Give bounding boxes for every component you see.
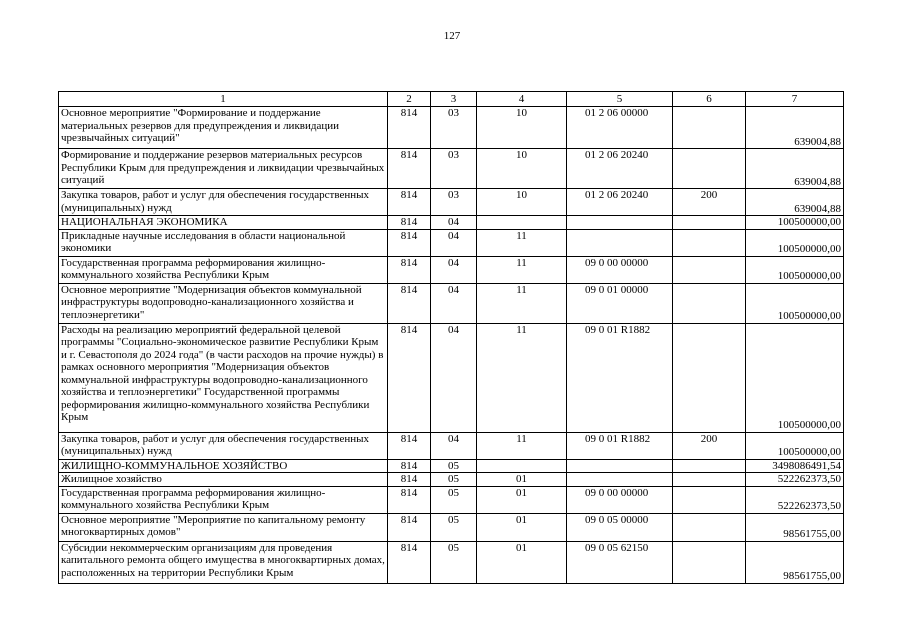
row-amount: 100500000,00	[746, 256, 844, 283]
table-row	[59, 323, 844, 432]
row-code-4: 01	[477, 513, 567, 541]
row-code-3: 05	[431, 473, 477, 487]
row-code-6	[673, 513, 746, 541]
row-code-3: 03	[431, 189, 477, 216]
table-row	[59, 486, 844, 513]
row-code-3: 05	[431, 513, 477, 541]
row-code-5: 09 0 05 00000	[567, 513, 673, 541]
row-code-5: 01 2 06 20240	[567, 149, 673, 189]
row-code-6: 200	[673, 189, 746, 216]
row-amount: 3498086491,54	[746, 459, 844, 473]
row-code-5: 09 0 01 00000	[567, 283, 673, 323]
row-amount: 639004,88	[746, 189, 844, 216]
row-code-4: 11	[477, 323, 567, 432]
table-row	[59, 459, 844, 473]
row-name: Основное мероприятие "Модернизация объектов коммунальной инфраструктуры водопроводно-канализационного хозяйства и теплоэнергетики"	[59, 283, 388, 323]
row-code-2: 814	[388, 216, 431, 230]
table-row	[59, 473, 844, 487]
row-amount: 522262373,50	[746, 486, 844, 513]
row-code-2: 814	[388, 459, 431, 473]
row-name: Закупка товаров, работ и услуг для обеспечения государственных (муниципальных) нужд	[59, 432, 388, 459]
row-code-3: 03	[431, 107, 477, 149]
row-name: Основное мероприятие "Мероприятие по капитальному ремонту многоквартирных домов"	[59, 513, 388, 541]
table-row	[59, 513, 844, 541]
row-code-6	[673, 149, 746, 189]
row-code-2: 814	[388, 541, 431, 583]
row-code-2: 814	[388, 473, 431, 487]
row-code-4: 01	[477, 541, 567, 583]
row-name: Жилищное хозяйство	[59, 473, 388, 487]
row-code-5	[567, 216, 673, 230]
row-code-2: 814	[388, 513, 431, 541]
row-code-5: 09 0 00 00000	[567, 256, 673, 283]
row-code-6	[673, 486, 746, 513]
row-amount: 100500000,00	[746, 283, 844, 323]
row-name: Государственная программа реформирования жилищно-коммунального хозяйства Республики Крым	[59, 486, 388, 513]
table-row	[59, 229, 844, 256]
row-code-3: 05	[431, 541, 477, 583]
row-code-4: 11	[477, 229, 567, 256]
column-header: 6	[673, 92, 746, 107]
column-header: 3	[431, 92, 477, 107]
row-name: Субсидии некоммерческим организациям для проведения капитального ремонта общего имущества в многоквартирных домах, расположенных на территории Республики Крым	[59, 541, 388, 583]
row-code-6	[673, 216, 746, 230]
column-header: 5	[567, 92, 673, 107]
row-name: Расходы на реализацию мероприятий федеральной целевой программы "Социально-экономическое развитие Республики Крым и г. Севастополя до 2024 года" (в части расходов на прочие нужды) в рамках основного мероприятия "Модернизация объектов коммунальной инфраструктуры водопроводно-канализационного хозяйства и теплоэнергетики" Государственной программы реформирования жилищно-коммунального хозяйства Республики Крым	[59, 323, 388, 432]
row-code-5	[567, 229, 673, 256]
row-code-5	[567, 459, 673, 473]
row-amount: 100500000,00	[746, 229, 844, 256]
row-code-5: 09 0 01 R1882	[567, 432, 673, 459]
row-code-2: 814	[388, 432, 431, 459]
row-code-4: 01	[477, 473, 567, 487]
row-amount: 100500000,00	[746, 432, 844, 459]
row-code-2: 814	[388, 229, 431, 256]
table-row	[59, 432, 844, 459]
row-name: Основное мероприятие "Формирование и поддержание материальных резервов для предупреждения и ликвидации чрезвычайных ситуаций"	[59, 107, 388, 149]
row-code-6	[673, 283, 746, 323]
row-code-3: 05	[431, 486, 477, 513]
table-row	[59, 216, 844, 230]
row-code-6	[673, 541, 746, 583]
row-code-5: 09 0 00 00000	[567, 486, 673, 513]
row-code-4	[477, 216, 567, 230]
row-name: Формирование и поддержание резервов материальных ресурсов Республики Крым для предупреждения и ликвидации чрезвычайных ситуаций	[59, 149, 388, 189]
row-code-6	[673, 256, 746, 283]
row-amount: 98561755,00	[746, 541, 844, 583]
row-amount: 98561755,00	[746, 513, 844, 541]
row-code-2: 814	[388, 256, 431, 283]
page-number: 127	[443, 30, 461, 42]
row-name: Государственная программа реформирования жилищно-коммунального хозяйства Республики Крым	[59, 256, 388, 283]
row-amount: 639004,88	[746, 149, 844, 189]
column-header: 7	[746, 92, 844, 107]
row-code-4: 11	[477, 283, 567, 323]
row-code-3: 04	[431, 432, 477, 459]
budget-table	[58, 91, 844, 584]
column-header: 1	[59, 92, 388, 107]
row-amount: 100500000,00	[746, 323, 844, 432]
row-code-6	[673, 323, 746, 432]
row-name: НАЦИОНАЛЬНАЯ ЭКОНОМИКА	[59, 216, 388, 230]
table-row	[59, 149, 844, 189]
row-code-3: 04	[431, 256, 477, 283]
column-header: 2	[388, 92, 431, 107]
row-code-4: 11	[477, 432, 567, 459]
row-code-3: 04	[431, 229, 477, 256]
column-header: 4	[477, 92, 567, 107]
row-code-2: 814	[388, 107, 431, 149]
row-code-2: 814	[388, 189, 431, 216]
row-code-5	[567, 473, 673, 487]
row-code-4: 01	[477, 486, 567, 513]
row-code-5: 01 2 06 20240	[567, 189, 673, 216]
row-code-4	[477, 459, 567, 473]
row-code-3: 04	[431, 323, 477, 432]
row-code-5: 09 0 05 62150	[567, 541, 673, 583]
table-row	[59, 541, 844, 583]
row-code-4: 11	[477, 256, 567, 283]
row-code-6	[673, 473, 746, 487]
row-code-5: 09 0 01 R1882	[567, 323, 673, 432]
row-code-4: 10	[477, 149, 567, 189]
table-row	[59, 283, 844, 323]
table-row	[59, 256, 844, 283]
row-code-2: 814	[388, 486, 431, 513]
row-code-3: 05	[431, 459, 477, 473]
row-code-4: 10	[477, 189, 567, 216]
row-name: Прикладные научные исследования в области национальной экономики	[59, 229, 388, 256]
row-code-6: 200	[673, 432, 746, 459]
row-code-3: 04	[431, 216, 477, 230]
table-row	[59, 107, 844, 149]
row-code-6	[673, 107, 746, 149]
row-code-6	[673, 229, 746, 256]
row-code-5: 01 2 06 00000	[567, 107, 673, 149]
row-code-6	[673, 459, 746, 473]
row-code-2: 814	[388, 283, 431, 323]
row-amount: 100500000,00	[746, 216, 844, 230]
row-code-2: 814	[388, 323, 431, 432]
row-name: Закупка товаров, работ и услуг для обеспечения государственных (муниципальных) нужд	[59, 189, 388, 216]
table-row	[59, 189, 844, 216]
row-amount: 522262373,50	[746, 473, 844, 487]
row-code-4: 10	[477, 107, 567, 149]
row-code-3: 04	[431, 283, 477, 323]
row-name: ЖИЛИЩНО-КОММУНАЛЬНОЕ ХОЗЯЙСТВО	[59, 459, 388, 473]
row-code-2: 814	[388, 149, 431, 189]
table-header-row	[59, 92, 844, 107]
row-code-3: 03	[431, 149, 477, 189]
row-amount: 639004,88	[746, 107, 844, 149]
